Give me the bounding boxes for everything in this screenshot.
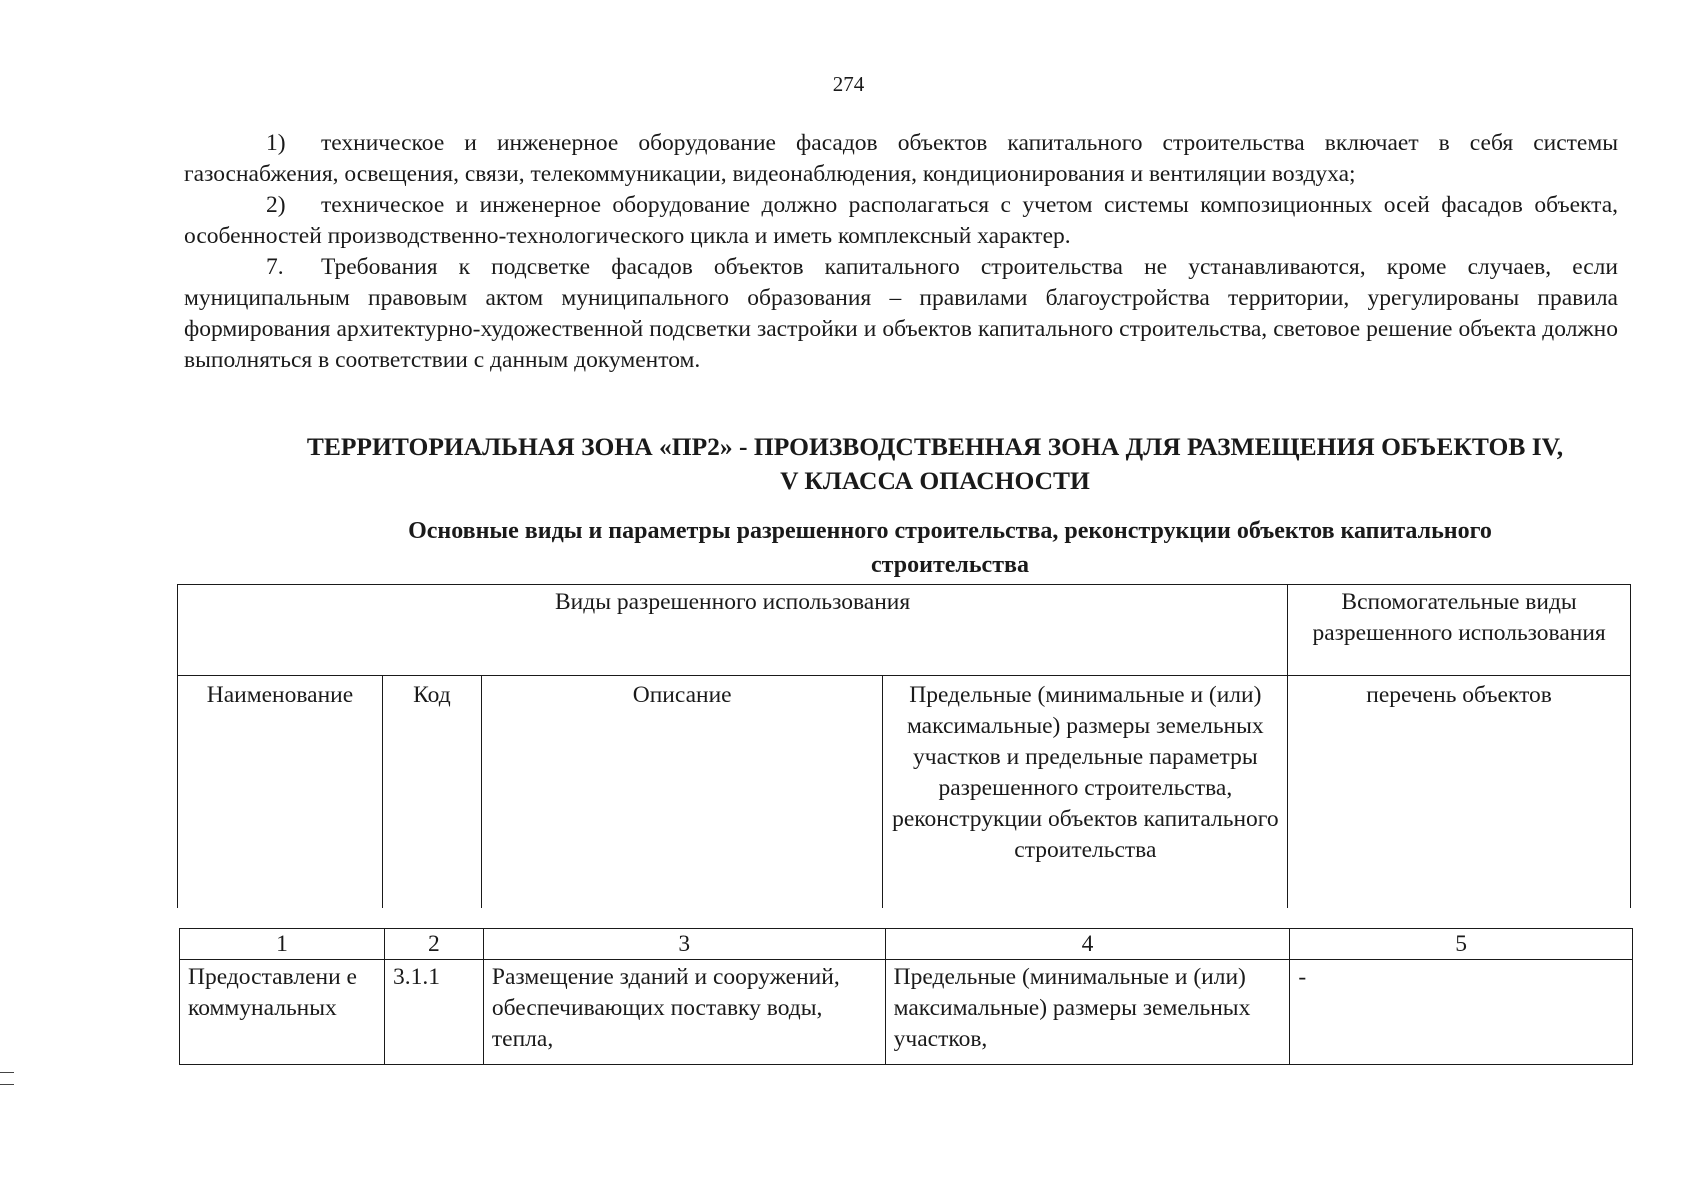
paragraph-number: 1)	[266, 130, 286, 156]
cell-objects: -	[1290, 960, 1633, 1065]
zone-title-line: V КЛАССА ОПАСНОСТИ	[780, 466, 1090, 495]
cell-params: Предельные (минимальные и (или) максимальные) размеры земельных участков,	[885, 960, 1290, 1065]
paragraph-text: техническое и инженерное оборудование должно располагаться с учетом системы композиционных осей фасадов объекта, особенностей производственно-технологического цикла и иметь комплексный характер.	[184, 192, 1618, 249]
column-number: 5	[1290, 929, 1633, 960]
header-params: Предельные (минимальные и (или) максимальные) размеры земельных участков и предельные параметры разрешенного строительства, реконструкции объектов капитального строительства	[883, 676, 1288, 909]
paragraph-text: Требования к подсветке фасадов объектов капитального строительства не устанавливаются, кроме случаев, если муниципальным правовым актом муниципального образования – правилами благоустройства территории, урегулированы правила формирования архитектурно-художественной подсветки застройки и объектов капитального строительства, световое решение объекта должно выполняться в соответствии с данным документом.	[184, 254, 1618, 373]
paragraph-1	[184, 128, 1618, 190]
header-description: Описание	[481, 676, 883, 909]
paragraph-number: 7.	[266, 254, 284, 280]
body-text	[184, 128, 1618, 376]
data-table	[179, 928, 1633, 1065]
cell-name: Предоставлени е коммунальных	[180, 960, 385, 1065]
scan-edge-mark	[0, 1072, 14, 1073]
header-objects: перечень объектов	[1288, 676, 1631, 909]
header-code: Код	[382, 676, 481, 909]
column-number: 4	[885, 929, 1290, 960]
table-title-line: строительства	[871, 552, 1029, 578]
paragraph-number: 2)	[266, 192, 286, 218]
paragraph-3	[184, 252, 1618, 376]
header-table	[177, 584, 1631, 908]
paragraph-2	[184, 190, 1618, 252]
header-group-row	[178, 585, 1631, 676]
zone-title	[200, 430, 1670, 498]
table-title	[300, 514, 1600, 582]
column-number: 3	[483, 929, 885, 960]
table-title-line: Основные виды и параметры разрешенного строительства, реконструкции объектов капитального	[408, 518, 1492, 544]
header-aux-group: Вспомогательные виды разрешенного использования	[1288, 585, 1631, 676]
column-number: 2	[384, 929, 483, 960]
header-name: Наименование	[178, 676, 383, 909]
header-columns-row	[178, 676, 1631, 909]
table-row	[180, 960, 1633, 1065]
cell-code: 3.1.1	[384, 960, 483, 1065]
column-numbers-row	[180, 929, 1633, 960]
header-main-group: Виды разрешенного использования	[178, 585, 1288, 676]
page-number: 274	[832, 72, 865, 96]
zone-title-line: ТЕРРИТОРИАЛЬНАЯ ЗОНА «ПР2» - ПРОИЗВОДСТВЕННАЯ ЗОНА ДЛЯ РАЗМЕЩЕНИЯ ОБЪЕКТОВ IV,	[306, 432, 1564, 461]
cell-description: Размещение зданий и сооружений, обеспечивающих поставку воды, тепла,	[483, 960, 885, 1065]
scan-edge-mark	[0, 1084, 14, 1085]
column-number: 1	[180, 929, 385, 960]
paragraph-text: техническое и инженерное оборудование фасадов объектов капитального строительства включает в себя системы газоснабжения, освещения, связи, телекоммуникации, видеонаблюдения, кондиционирования и вентиляции воздуха;	[184, 130, 1618, 187]
